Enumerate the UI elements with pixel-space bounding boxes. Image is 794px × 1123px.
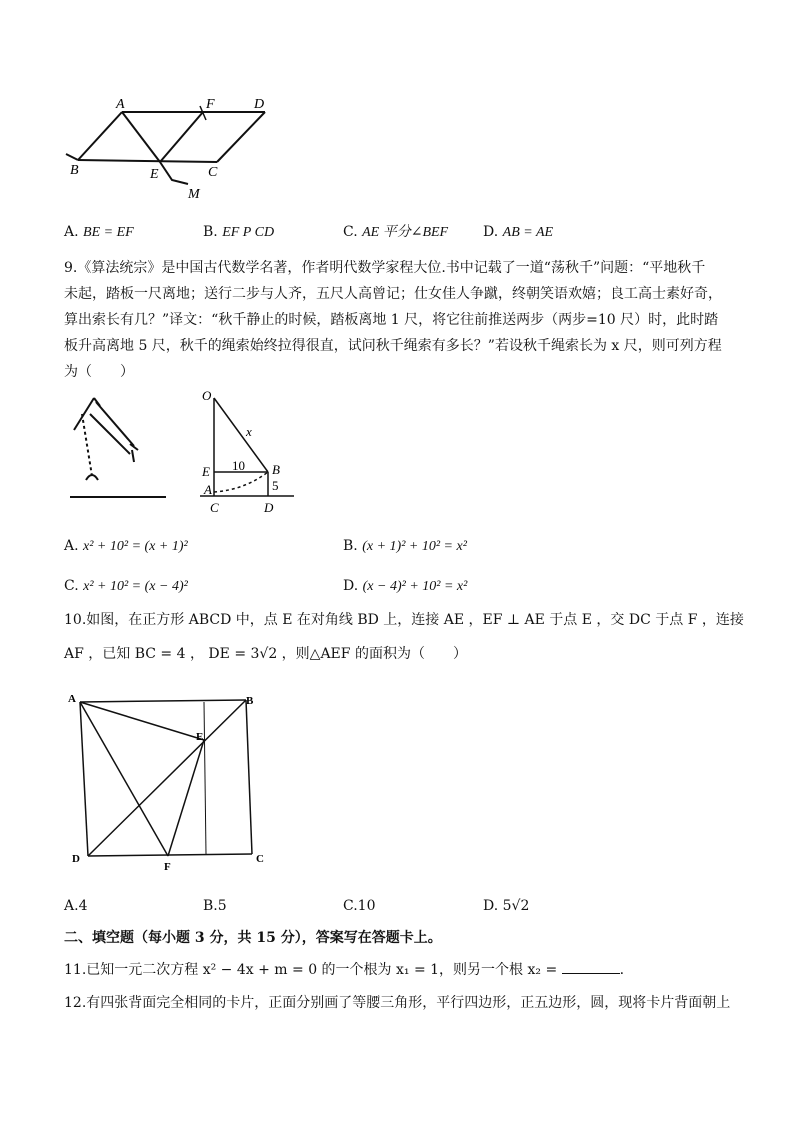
q8-label-e: E — [150, 167, 159, 182]
q10-label-e: E — [196, 731, 204, 743]
q11-text: 11.已知一元二次方程 x² − 4x + m = 0 的一个根为 x₁ = 1，则另一个根 x₂ = — [64, 962, 562, 978]
q10-option-d: D. 5√2 — [483, 898, 530, 914]
q9-label-c: C — [210, 500, 219, 515]
q10-line-1: 10.如图，在正方形 ABCD 中，点 E 在对角线 BD 上，连接 AE ，EF ⊥ AE 于点 E ，交 DC 于点 F ，连接 — [64, 612, 744, 628]
q9-question — [64, 258, 744, 382]
q8-label-m: M — [188, 187, 200, 202]
q10-option-c: C.10 — [343, 898, 376, 914]
q11-question — [64, 959, 624, 980]
q9-line-4: 板升高离地 5 尺，秋千的绳索始终拉得很直，试问秋千绳索有多长？”若设秋千绳索长为 x 尺，则可列方程 — [64, 338, 722, 354]
q10-option-b: B.5 — [203, 898, 227, 914]
q12-question — [64, 993, 744, 1013]
q12-line-1: 12.有四张背面完全相同的卡片，正面分别画了等腰三角形，平行四边形，正五边形，圆，现将卡片背面朝上 — [64, 995, 731, 1011]
q9-line-5: 为（ ） — [64, 364, 134, 380]
q10-question — [64, 610, 744, 664]
q8-option-b: B. EF P CD — [203, 224, 275, 240]
q9-label-x: x — [246, 424, 252, 439]
q9-label-o: O — [202, 388, 212, 403]
q11-period: . — [619, 962, 625, 978]
q10-line-2: AF ，已知 BC = 4 ， DE = 3√2 ，则△AEF 的面积为（ ） — [64, 646, 467, 662]
q9-option-c: C. x² + 10² = (x − 4)² — [64, 578, 188, 594]
q9-label-5: 5 — [272, 478, 279, 493]
q8-figure — [60, 92, 280, 207]
q8-option-a: A. BE = EF — [64, 224, 134, 240]
q9-option-a: A. x² + 10² = (x + 1)² — [64, 538, 188, 554]
q10-label-c: C — [256, 853, 264, 865]
q9-label-a: A — [204, 482, 212, 497]
q8-label-d: D — [254, 97, 265, 112]
q11-answer-blank — [562, 959, 620, 974]
q8-label-b: B — [70, 163, 79, 178]
q9-option-d: D. (x − 4)² + 10² = x² — [343, 578, 468, 594]
q9-option-b: B. (x + 1)² + 10² = x² — [343, 538, 467, 554]
q8-option-c: C. AE 平分∠BEF — [343, 224, 449, 240]
q10-square-figure — [66, 690, 276, 872]
q9-label-d: D — [264, 500, 274, 515]
section-heading: 二、填空题（每小题 3 分，共 15 分），答案写在答题卡上。 — [64, 930, 442, 946]
q9-label-10: 10 — [232, 458, 245, 473]
q8-option-d: D. AB = AE — [483, 224, 554, 240]
q9-swing-illustration — [66, 392, 176, 507]
q10-label-b: B — [246, 695, 254, 707]
q9-line-3: 算出索长有几？”译文：“秋千静止的时候，踏板离地 1 尺，将它往前推送两步（两步=10 尺）时，此时踏 — [64, 312, 719, 328]
q10-option-a: A.4 — [64, 898, 88, 914]
q8-label-a: A — [116, 97, 125, 112]
q9-line-1: 9.《算法统宗》是中国古代数学名著，作者明代数学家程大位.书中记载了一道“荡秋千”问题：“平地秋千 — [64, 260, 706, 276]
q9-label-b: B — [272, 462, 280, 477]
q9-line-2: 未起，踏板一尺离地；送行二步与人齐，五尺人高曾记；仕女佳人争蹴，终朝笑语欢嬉；良工高士素好奇， — [64, 286, 722, 302]
q8-label-f: F — [206, 97, 215, 112]
q8-label-c: C — [208, 165, 218, 180]
q10-label-f: F — [164, 861, 171, 872]
q10-label-d: D — [72, 853, 80, 865]
q10-label-a: A — [68, 693, 76, 705]
q9-geometry-figure — [196, 384, 306, 516]
q9-label-e: E — [202, 464, 210, 479]
